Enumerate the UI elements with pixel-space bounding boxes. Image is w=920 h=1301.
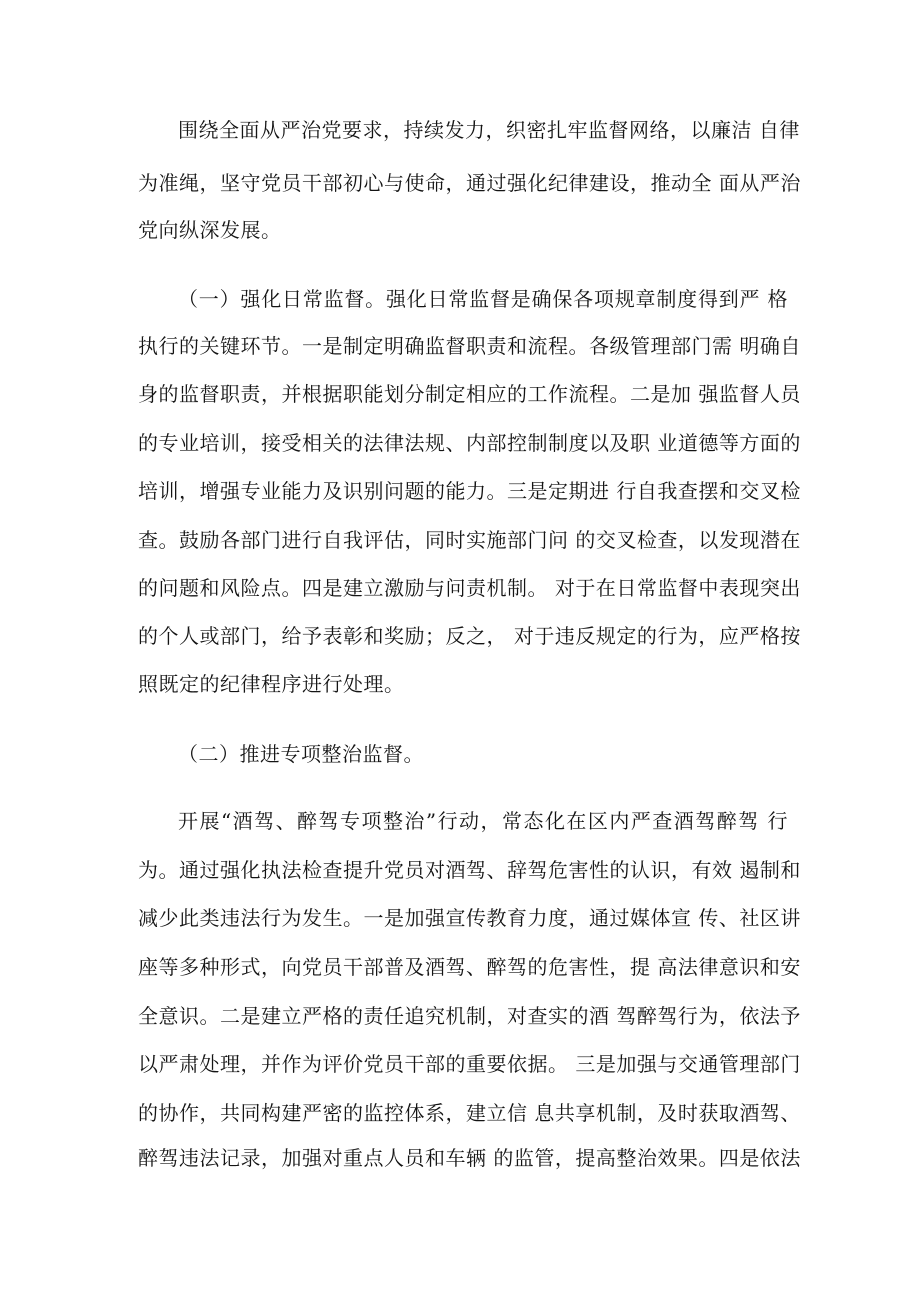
section-2-line: 的协作，共同构建严密的监控体系，建立信 息共享机制，及时获取酒驾、 xyxy=(138,1101,801,1125)
section-1-line: 查。鼓励各部门进行自我评估，同时实施部门问 的交叉检查，以发现潜在 xyxy=(138,528,801,552)
section-2-heading: （二）推进专项整治监督。 xyxy=(178,742,424,766)
section-1-line: 的问题和风险点。四是建立激励与问责机制。 对于在日常监督中表现突出 xyxy=(138,576,801,600)
section-2-line: 以严肃处理，并作为评价党员干部的重要依据。 三是加强与交通管理部门 xyxy=(138,1052,801,1076)
section-2-line: 开展“酒驾、醉驾专项整治”行动，常态化在区内严查酒驾醉驾 行 xyxy=(178,809,788,833)
section-1-line: 执行的关键环节。一是制定明确监督职责和流程。各级管理部门需 明确自 xyxy=(138,334,801,358)
section-2-line: 为。通过强化执法检查提升党员对酒驾、辞驾危害性的认识，有效 遏制和 xyxy=(138,858,801,882)
section-1-line: 培训，增强专业能力及识别问题的能力。三是定期进 行自我查摆和交叉检 xyxy=(138,479,801,503)
paragraph-intro-line: 为准绳，坚守党员干部初心与使命，通过强化纪律建设，推动全 面从严治 xyxy=(138,171,801,195)
section-1-line: 照既定的纪律程序进行处理。 xyxy=(138,672,405,696)
section-1-line: （一）强化日常监督。强化日常监督是确保各项规章制度得到严 格 xyxy=(178,287,788,311)
section-2-line: 全意识。二是建立严格的责任追究机制，对查实的酒 驾醉驾行为，依法予 xyxy=(138,1004,801,1028)
section-1-line: 的专业培训，接受相关的法律法规、内部控制制度以及职 业道德等方面的 xyxy=(138,431,801,455)
section-2-line: 减少此类违法行为发生。一是加强宣传教育力度，通过媒体宣 传、社区讲 xyxy=(138,906,801,930)
section-2-line: 座等多种形式，向党员干部普及酒驾、醉驾的危害性，提 高法律意识和安 xyxy=(138,955,801,979)
section-2-line: 醉驾违法记录，加强对重点人员和车辆 的监管，提高整治效果。四是依法 xyxy=(138,1146,801,1170)
section-1-line: 身的监督职责，并根据职能划分制定相应的工作流程。二是加 强监督人员 xyxy=(138,382,801,406)
paragraph-intro-line: 围绕全面从严治党要求，持续发力，织密扎牢监督网络，以廉洁 自律 xyxy=(178,118,800,142)
paragraph-intro-line: 党向纵深发展。 xyxy=(138,218,282,242)
section-1-line: 的个人或部门，给予表彰和奖励；反之， 对于违反规定的行为，应严格按 xyxy=(138,624,801,648)
